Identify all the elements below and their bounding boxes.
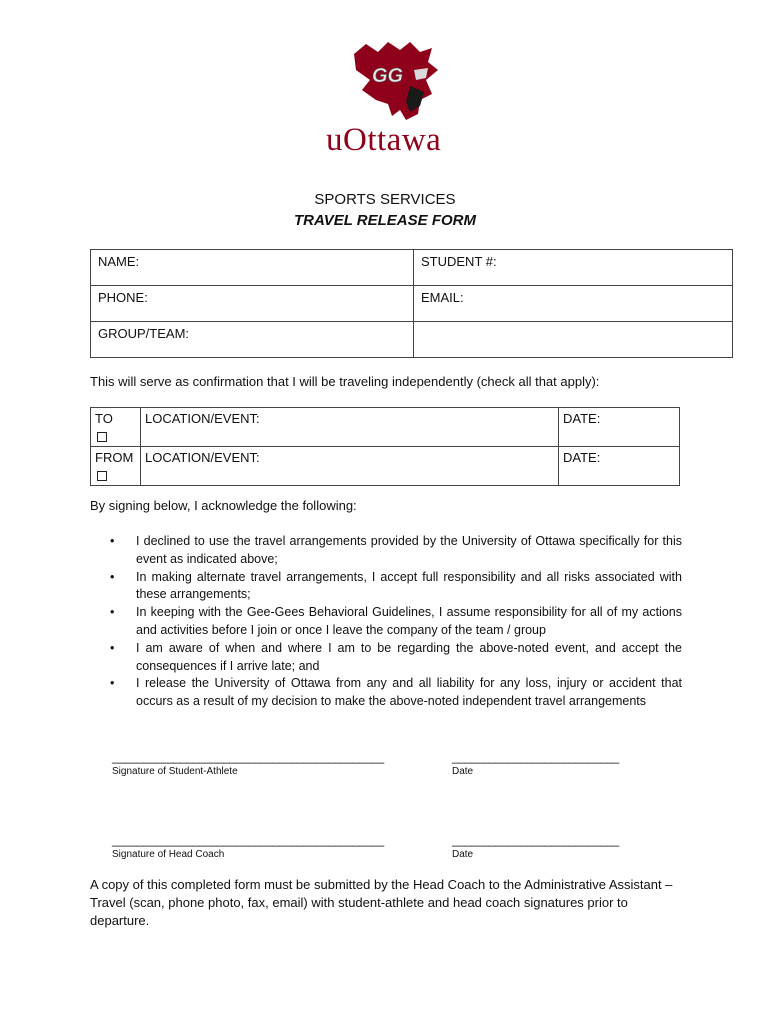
confirmation-text: This will serve as confirmation that I will be traveling independently (check all that apply): [90, 374, 600, 389]
athlete-date-block [452, 750, 619, 777]
email-field[interactable] [414, 286, 733, 322]
group-team-field[interactable] [91, 322, 414, 358]
from-label: FROM [95, 450, 134, 465]
from-location-field[interactable] [141, 447, 559, 486]
department-title: SPORTS SERVICES [314, 191, 456, 208]
to-cell [91, 408, 141, 447]
list-item [110, 533, 682, 569]
table-row [91, 250, 733, 286]
travel-table [90, 407, 680, 486]
list-item-text: I release the University of Ottawa from any and all liability for any loss, injury or accident that occurs as a result of my decision to make the above-noted independent travel arrangements [136, 676, 682, 709]
bullet-icon: • [110, 605, 115, 620]
empty-cell [414, 322, 733, 358]
acknowledgement-list [110, 533, 682, 711]
date-label: DATE: [563, 411, 601, 426]
coach-date-label: Date [452, 849, 474, 860]
athlete-signature-block [112, 750, 384, 777]
personal-info-table [90, 249, 733, 358]
coach-signature-block [112, 833, 384, 860]
name-label: NAME: [98, 254, 140, 269]
submission-note: A copy of this completed form must be submitted by the Head Coach to the Administrative Assistant – Travel (scan, phone photo, fax, email) with student-athlete and head coach signatures prior to departure. [90, 877, 673, 928]
to-location-field[interactable] [141, 408, 559, 447]
list-item [110, 675, 682, 711]
date-label: DATE: [563, 450, 601, 465]
bullet-icon: • [110, 569, 115, 584]
athlete-signature-label: Signature of Student-Athlete [112, 766, 238, 777]
phone-field[interactable] [91, 286, 414, 322]
acknowledge-intro: By signing below, I acknowledge the following: [90, 498, 357, 513]
list-item-text: I declined to use the travel arrangements provided by the University of Ottawa specifically for this event as indicated above; [136, 534, 682, 566]
location-label: LOCATION/EVENT: [145, 411, 260, 426]
list-item [110, 640, 682, 676]
list-item [110, 569, 682, 605]
bullet-icon: • [110, 640, 115, 655]
coach-signature-label: Signature of Head Coach [112, 849, 225, 860]
uottawa-wordmark: uOttawa [326, 122, 442, 158]
list-item-text: In making alternate travel arrangements, I accept full responsibility and all risks associated with these arrangements; [136, 569, 682, 602]
group-team-label: GROUP/TEAM: [98, 326, 190, 341]
gee-gees-horse-icon [348, 40, 440, 124]
phone-label: PHONE: [98, 290, 148, 305]
athlete-signature-line[interactable]: ____________________________________________ [112, 750, 384, 764]
form-title: TRAVEL RELEASE FORM [294, 212, 476, 229]
to-label: TO [95, 411, 113, 426]
list-item-text: I am aware of when and where I am to be regarding the above-noted event, and accept the consequences if I arrive late; and [136, 640, 682, 673]
from-date-field[interactable] [559, 447, 680, 486]
email-label: EMAIL: [421, 290, 464, 305]
location-label: LOCATION/EVENT: [145, 450, 260, 465]
coach-date-block [452, 833, 619, 860]
uottawa-logo [318, 40, 478, 158]
athlete-date-line[interactable]: ___________________________ [452, 750, 619, 764]
bullet-icon: • [110, 534, 115, 548]
to-date-field[interactable] [559, 408, 680, 447]
coach-date-line[interactable]: ___________________________ [452, 833, 619, 847]
table-row [91, 408, 680, 447]
bullet-icon: • [110, 676, 115, 691]
table-row [91, 322, 733, 358]
to-checkbox[interactable] [97, 432, 107, 442]
from-cell [91, 447, 141, 486]
list-item [110, 604, 682, 640]
list-item-text: In keeping with the Gee-Gees Behavioral Guidelines, I assume responsibility for all of my actions and activities before I join or once I leave the company of the team / group [136, 605, 682, 637]
table-row [91, 286, 733, 322]
name-field[interactable] [91, 250, 414, 286]
table-row [91, 447, 680, 486]
student-number-label: STUDENT #: [421, 254, 497, 269]
coach-signature-line[interactable]: ____________________________________________ [112, 833, 384, 847]
mascot-text: GG [372, 65, 404, 87]
athlete-date-label: Date [452, 766, 474, 777]
from-checkbox[interactable] [97, 471, 107, 481]
student-number-field[interactable] [414, 250, 733, 286]
